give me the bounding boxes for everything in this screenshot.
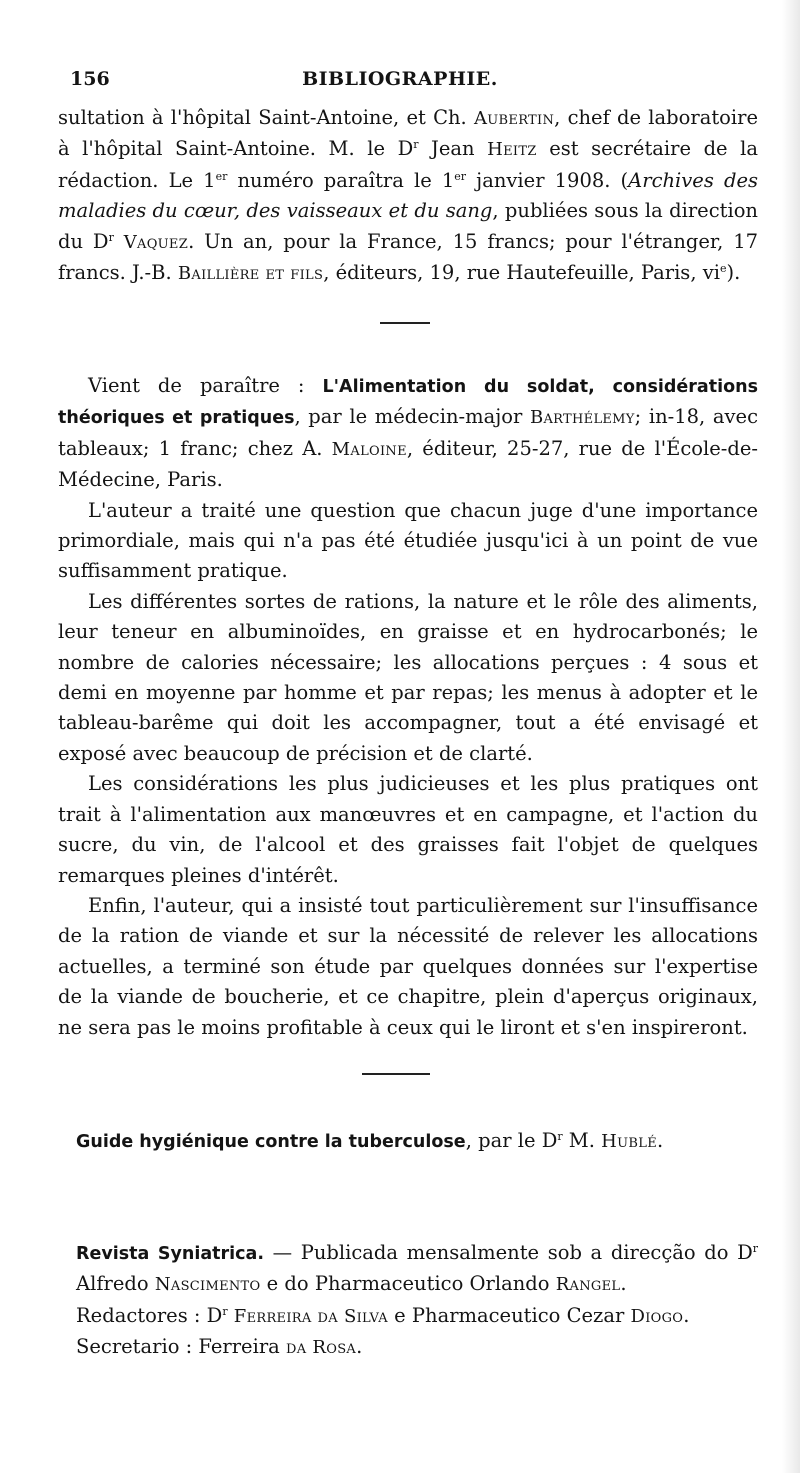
author-name: Hublé: [601, 1131, 657, 1152]
paragraph-revista: Revista Syniatrica. — Publicada mensalmente sob a direcção do $D^r$ Alfredo Nascimento e do Pharmaceutico Orlando Rangel.: [76, 1241, 758, 1296]
separator-rule-2: [362, 1073, 430, 1075]
journal-title: Revista Syniatrica.: [76, 1244, 264, 1264]
paragraph-archives: sultation à l'hôpital Saint-Antoine, et Ch. Aubertin, chef de laboratoire à l'hôpital Saint-Antoine. M. le $D^r$ Jean Heitz est secrétaire de la rédaction. Le 1er numéro paraîtra le 1er janvier 1908. (Archives des maladies du cœur, des vaisseaux et du sang, publiées sous la direction du $D^r$ Vaquez. Un an, pour la France, 15 francs; pour l'étranger, 17 francs. J.-B. Baillière et fils, éditeurs, 19, rue Hautefeuille, Paris, $vi^e$).: [58, 106, 759, 285]
publisher-name: Maloine: [331, 438, 407, 460]
paragraph-review-4: Enfin, l'auteur, qui a insisté tout particulièrement sur l'insuffisance de la ration de viande et sur la nécessité de relever les allocations actuelles, a terminé son étude par quelques données sur l'expertise de la viande de boucherie, et ce chapitre, plein d'aperçus originaux, ne sera pas le moins profitable à ceux qui le liront et s'en inspireront.: [58, 893, 758, 1039]
page-number: 156: [70, 68, 110, 90]
publisher-name: Baillière et fils: [177, 263, 324, 285]
page-edge-shadow: [782, 0, 800, 1473]
author-name: Heitz: [487, 139, 537, 161]
paragraph-secretario: Secretario : Ferreira da Rosa.: [76, 1335, 363, 1359]
paragraph-redactores: Redactores : $D^r$ Ferreira da Silva e Pharmaceutico Cezar Diogo.: [76, 1303, 690, 1327]
person-name: Diogo: [630, 1305, 684, 1327]
author-name: Vaquez: [123, 231, 189, 253]
paragraph-review-2: Les différentes sortes de rations, la nature et le rôle des aliments, leur teneur en albuminoïdes, en graisse et en hydrocarbonés; le nombre de calories nécessaire; les allocations perçues : 4 sous et demi en moyenne par homme et par repas; les menus à adopter et le tableau-barême qui doit les accompagner, tout a été envisagé et exposé avec beaucoup de précision et de clarté.: [58, 589, 758, 765]
paragraph-review-3: Les considérations les plus judicieuses et les plus pratiques ont trait à l'alimentation aux manœuvres et en campagne, et l'action du sucre, du vin, de l'alcool et des graisses fait l'objet de quelques remarques pleines d'intérêt.: [58, 772, 758, 887]
person-name: Nascimento: [154, 1274, 261, 1296]
running-head: BIBLIOGRAPHIE.: [302, 68, 498, 90]
person-name: Rangel: [555, 1274, 621, 1296]
paragraph-review-1: L'auteur a traité une question que chacun juge d'une importance primordiale, mais qui n'a pas été étudiée jusqu'ici à un point de vue suffisamment pratique.: [58, 498, 758, 583]
page-header: [0, 68, 800, 98]
separator-rule-1: [380, 322, 430, 324]
journal-title: Archives des maladies du cœur, des vaisseaux et du sang: [58, 168, 758, 223]
book-title: Guide hygiénique contre la tuberculose: [76, 1132, 466, 1152]
paragraph-guide: Guide hygiénique contre la tuberculose, par le $D^r$ M. Hublé.: [76, 1129, 664, 1152]
person-name: da Rosa: [285, 1337, 357, 1359]
section-alimentation-review: [58, 371, 758, 1043]
author-name: Barthélemy: [529, 407, 635, 429]
author-name: Aubertin: [474, 108, 555, 129]
section-guide-hygienique: [58, 1126, 758, 1157]
person-name: Ferreira da Silva: [233, 1305, 388, 1327]
section-revista-syniatrica: [58, 1238, 758, 1364]
section-archives-notice: [58, 103, 758, 289]
paragraph-announcement: Vient de paraître : L'Alimentation du soldat, considérations théoriques et pratiques, par le médecin-major Barthélemy; in-18, avec tableaux; 1 franc; chez A. Maloine, éditeur, 25-27, rue de l'École-de-Médecine, Paris.: [58, 374, 758, 492]
book-title: L'Alimentation du soldat, considérations théoriques et pratiques: [58, 377, 758, 429]
